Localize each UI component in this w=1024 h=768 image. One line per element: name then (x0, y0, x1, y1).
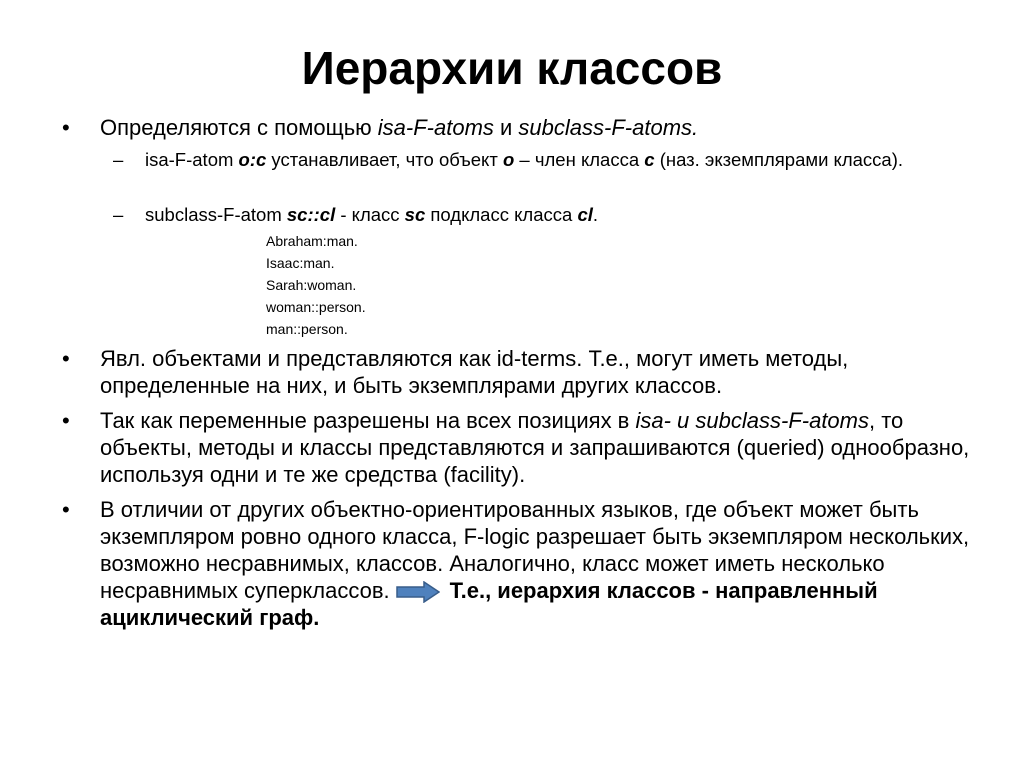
example-line: Sarah:woman. (266, 277, 357, 293)
s1-a: isa-F-atom (145, 149, 239, 170)
s1-c: устанавливает, что объект (266, 149, 503, 170)
b1-text-and: и (493, 115, 519, 140)
example-line: Abraham:man. (266, 233, 358, 249)
s1-e: – член класса (514, 149, 645, 170)
s2-b: sc::cl (286, 204, 336, 225)
examples-block (266, 230, 566, 340)
s1-d: o (502, 149, 515, 170)
slide-title: Иерархии классов (301, 42, 723, 94)
bullet-1-marker: • (62, 115, 70, 140)
s1-f: c (644, 149, 655, 170)
s1-b: o:c (238, 149, 267, 170)
bullet-4-text (100, 496, 980, 631)
sub-1-marker: – (113, 149, 124, 170)
bullet-2-text: Явл. объектами и представляются как id-terms. Т.е., могут иметь методы, определенные на них, и быть экземплярами других классов. (100, 346, 849, 398)
s2-a: subclass-F-atom (145, 204, 287, 225)
b3-b: isa- и subclass-F-atoms (635, 408, 869, 433)
s1-g: (наз. экземплярами класса). (654, 149, 904, 170)
sub-1-text (145, 148, 965, 172)
s2-c: - класс (335, 204, 405, 225)
bullet-2-marker: • (62, 346, 70, 371)
b3-c: , то объекты, методы и классы представляются и запрашиваются (queried) однообразно, используя одни и те же средства (facility). (100, 408, 970, 487)
b1-text-subclass: subclass-F-atoms. (518, 115, 699, 140)
bullet-3-text (100, 407, 980, 488)
bullet-3-marker: • (62, 408, 70, 433)
b1-text-isa: isa-F-atoms (377, 115, 494, 140)
right-arrow-icon (396, 581, 440, 603)
example-line: woman::person. (266, 299, 366, 315)
s2-f: cl (577, 204, 593, 225)
example-line: Isaac:man. (266, 255, 335, 271)
example-line: man::person. (266, 321, 348, 337)
s2-e: подкласс класса (425, 204, 578, 225)
s2-d: sc (404, 204, 426, 225)
sub-2-text (145, 203, 965, 227)
bullet-1-text (100, 114, 980, 141)
b4-conclusion: Т.е., иерархия классов - направленный ациклический граф. (100, 578, 878, 630)
b1-text-a: Определяются с помощью (100, 115, 378, 140)
b4-a: В отличии от других объектно-ориентированных языков, где объект может быть экземпляром ровно одного класса, F-logic разрешает быть экземпляром нескольких, возможно несравнимых, классов. Аналогично, класс может иметь несколько несравнимых суперклассов. (100, 497, 970, 603)
bullet-4-marker: • (62, 497, 70, 522)
sub-2-marker: – (113, 204, 124, 225)
s2-g: . (592, 204, 599, 225)
b3-a: Так как переменные разрешены на всех позициях в (100, 408, 636, 433)
